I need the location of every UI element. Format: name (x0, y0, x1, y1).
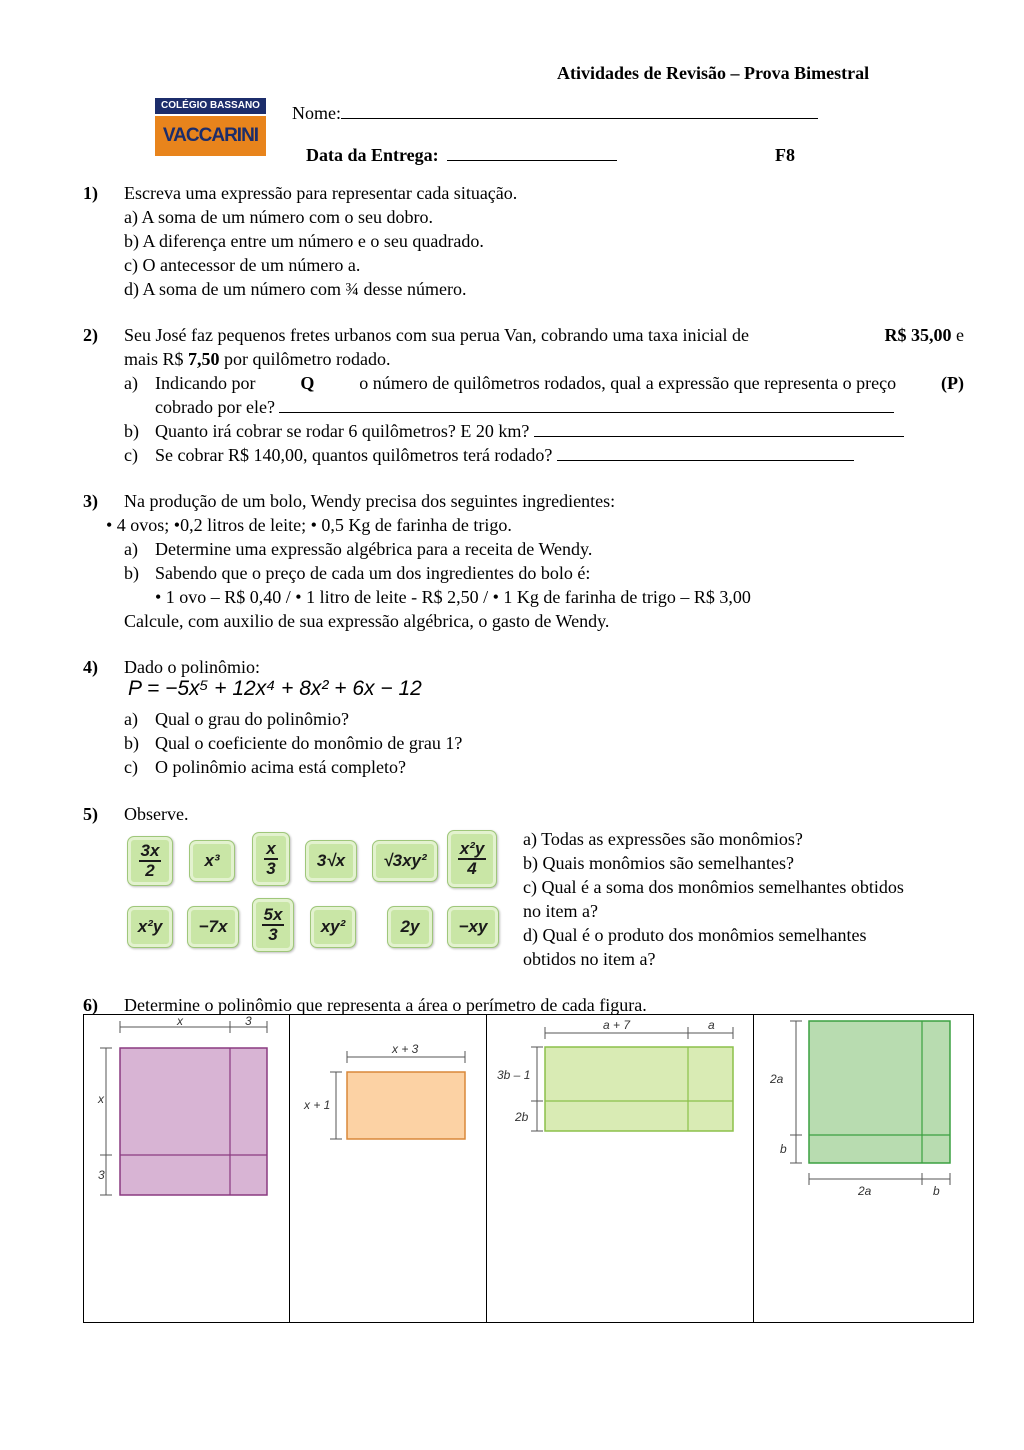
q5-item-c-line2: no item a? (523, 901, 598, 921)
q4-item-c-label: c) (124, 757, 138, 777)
q2-line2-post: por quilômetro rodado. (224, 349, 391, 369)
fig1-top-x-label: x (177, 1015, 183, 1028)
figure-cell-3 (487, 1015, 754, 1323)
tile-1-den: 2 (145, 861, 155, 880)
monomial-tile-7: x²y (127, 906, 173, 948)
figures-table (83, 1014, 974, 1323)
figure-2 (290, 1015, 486, 1317)
figure-cell-4 (754, 1015, 974, 1323)
q2-item-b (155, 419, 904, 443)
figure-3 (487, 1015, 753, 1317)
monomial-tile-4: 3√x (305, 840, 357, 882)
fig1-left-x-label: x (98, 1092, 104, 1106)
class-code: F8 (775, 145, 795, 165)
figure-1 (84, 1015, 289, 1317)
q5-item-a: a) Todas as expressões são monômios? (523, 829, 803, 849)
q4-number: 4) (83, 657, 98, 677)
q5-item-b: b) Quais monômios são semelhantes? (523, 853, 794, 873)
tile-9-den: 3 (268, 925, 278, 944)
q4-item-b-label: b) (124, 733, 139, 753)
monomial-tile-2: x³ (189, 840, 235, 882)
q2-item-a-label: a) (124, 373, 138, 393)
q2-a-line2-text: cobrado por ele? (155, 397, 275, 417)
q2-item-c-label: c) (124, 445, 138, 465)
q1-item-b: b) A diferença entre um número e o seu quadrado. (124, 231, 484, 251)
q1-item-c: c) O antecessor de um número a. (124, 255, 361, 275)
tile-3-den: 3 (266, 859, 276, 878)
date-label: Data da Entrega: (306, 145, 439, 165)
q2-item-a (155, 371, 964, 395)
fig3-left-3b1-label: 3b – 1 (497, 1068, 531, 1082)
q5-item-d-line1: d) Qual é o produto dos monômios semelhantes (523, 925, 867, 945)
q2-b-text: Quanto irá cobrar se rodar 6 quilômetros? E 20 km? (155, 421, 530, 441)
monomial-tile-6 (447, 830, 497, 888)
fig2-top-label: x + 3 (392, 1042, 419, 1056)
q3-prices: • 1 ovo – R$ 0,40 / • 1 litro de leite - R$ 2,50 / • 1 Kg de farinha de trigo – R$ 3,00 (155, 587, 751, 607)
q2-item-b-label: b) (124, 421, 139, 441)
fig2-left-label: x + 1 (304, 1098, 331, 1112)
monomial-tile-8: −7x (187, 906, 239, 948)
monomial-tile-12: −xy (447, 906, 499, 948)
q2-a-mid: o número de quilômetros rodados, qual a expressão que representa o preço (359, 373, 897, 393)
q2-c-text: Se cobrar R$ 140,00, quantos quilômetros terá rodado? (155, 445, 553, 465)
tile-3-num: x (266, 839, 276, 858)
fig1-left-3-label: 3 (98, 1168, 105, 1182)
q6-number: 6) (83, 995, 98, 1015)
q5-item-d-line2: obtidos no item a? (523, 949, 656, 969)
tile-6-den: 4 (467, 859, 477, 878)
fig4-square (809, 1021, 950, 1163)
fig2-rectangle (347, 1072, 465, 1139)
name-field[interactable] (292, 103, 818, 124)
date-blank[interactable] (447, 146, 617, 161)
q4-item-c: O polinômio acima está completo? (155, 757, 406, 777)
q4-text: Dado o polinômio: (124, 657, 260, 677)
fig4-bottom-b-label: b (933, 1184, 940, 1198)
figure-cell-1 (84, 1015, 290, 1323)
figure-cell-2 (290, 1015, 487, 1323)
q2-a-answer-blank[interactable] (279, 398, 894, 413)
tile-1-num: 3x (140, 841, 160, 860)
q3-item-a: Determine uma expressão algébrica para a receita de Wendy. (155, 539, 593, 559)
q4-item-a-label: a) (124, 709, 138, 729)
q2-c-answer-blank[interactable] (557, 446, 854, 461)
name-label: Nome: (292, 103, 341, 123)
q2-line2-pre: mais R$ (124, 349, 184, 369)
monomial-tile-5: √3xy² (372, 840, 438, 882)
q1-number: 1) (83, 183, 98, 203)
q3-number: 3) (83, 491, 98, 511)
name-blank[interactable] (341, 104, 818, 119)
q2-a-bold-p: (P) (940, 373, 964, 393)
q2-number: 2) (83, 325, 98, 345)
q5-text: Observe. (124, 804, 189, 824)
q1-text: Escreva uma expressão para representar cada situação. (124, 183, 518, 203)
fig1-top-3-label: 3 (245, 1015, 252, 1028)
q4-polynomial: P = −5x⁵ + 12x⁴ + 8x² + 6x − 12 (128, 677, 422, 700)
q3-item-a-label: a) (124, 539, 138, 559)
q2-item-c (155, 443, 854, 467)
q5-number: 5) (83, 804, 98, 824)
monomial-tile-11: 2y (387, 906, 433, 948)
q2-line1 (124, 323, 964, 347)
monomial-tile-9 (252, 898, 294, 952)
q2-a-bold-q: Q (300, 373, 315, 393)
fig1-square (120, 1048, 267, 1195)
monomial-tile-1 (127, 836, 173, 886)
logo-main: VACCARINI (155, 116, 266, 156)
page-title: Atividades de Revisão – Prova Bimestral (557, 63, 870, 83)
figure-4 (754, 1015, 973, 1317)
q4-item-b: Qual o coeficiente do monômio de grau 1? (155, 733, 463, 753)
fig3-rectangle (545, 1047, 733, 1131)
q3-calc: Calcule, com auxilio de sua expressão algébrica, o gasto de Wendy. (124, 611, 610, 631)
fig4-left-b-label: b (780, 1142, 787, 1156)
q2-line1-pre: Seu José faz pequenos fretes urbanos com sua perua Van, cobrando uma taxa inicial de (124, 325, 749, 345)
q3-ingredients: • 4 ovos; •0,2 litros de leite; • 0,5 Kg de farinha de trigo. (106, 515, 512, 535)
q2-per-km-fee: 7,50 (188, 349, 220, 369)
date-field[interactable] (306, 145, 617, 166)
monomial-tile-10: xy² (310, 906, 356, 948)
fig4-left-2a-label: 2a (770, 1072, 784, 1086)
q1-item-d: d) A soma de um número com ¾ desse número. (124, 279, 467, 299)
q5-item-c-line1: c) Qual é a soma dos monômios semelhantes obtidos (523, 877, 904, 897)
fig3-top-a7-label: a + 7 (603, 1018, 631, 1032)
q2-b-answer-blank[interactable] (534, 422, 904, 437)
q2-line2 (124, 347, 390, 371)
q3-text: Na produção de um bolo, Wendy precisa dos seguintes ingredientes: (124, 491, 616, 511)
logo-top-band: COLÉGIO BASSANO (155, 98, 266, 114)
q6-text: Determine o polinômio que representa a área o perímetro de cada figura. (124, 995, 647, 1015)
tile-9-num: 5x (263, 905, 283, 924)
tile-6-num: x²y (459, 839, 485, 858)
fig3-left-2b-label: 2b (515, 1110, 529, 1124)
q4-item-a: Qual o grau do polinômio? (155, 709, 349, 729)
q3-item-b-label: b) (124, 563, 139, 583)
q2-a-pre: Indicando por (155, 373, 256, 393)
fig3-top-a-label: a (708, 1018, 715, 1032)
q2-item-a-line2 (155, 395, 894, 419)
school-logo (155, 98, 266, 158)
monomial-tile-3 (252, 832, 290, 886)
fig4-bottom-2a-label: 2a (858, 1184, 872, 1198)
q3-item-b: Sabendo que o preço de cada um dos ingredientes do bolo é: (155, 563, 591, 583)
q1-item-a: a) A soma de um número com o seu dobro. (124, 207, 433, 227)
q2-line1-post: e (956, 325, 964, 345)
q2-initial-fee: R$ 35,00 (884, 325, 952, 345)
